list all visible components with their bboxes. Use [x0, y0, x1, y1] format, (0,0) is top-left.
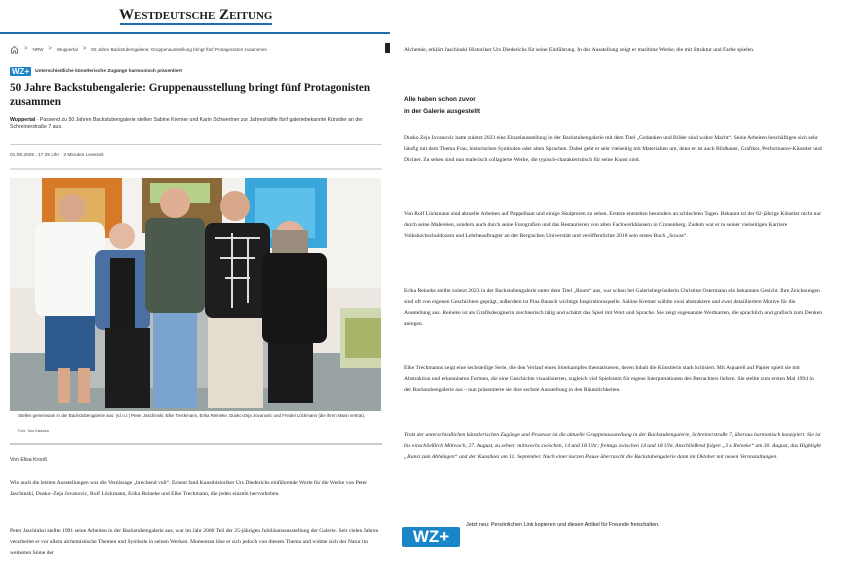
kicker-row — [10, 67, 182, 76]
article-photo[interactable] — [10, 178, 381, 411]
breadcrumb-item-wuppertal[interactable]: Wuppertal — [56, 46, 78, 52]
breadcrumb-separator: > — [82, 46, 87, 52]
article-headline: 50 Jahre Backstubengalerie: Gruppenausstellung bringt fünf Protagonisten zusammen — [10, 82, 371, 108]
share-link-promo[interactable]: Jetzt neu: Persönlichen Link kopieren und diesen Artikel für Freunde freischalten. — [466, 522, 660, 528]
breadcrumb-item-nrw[interactable]: NRW — [32, 46, 44, 52]
article-kicker: Unterschiedliche künstlerische Zugänge harmonisch präsentiert — [35, 69, 182, 74]
article-closing-italic: Trotz der unterschiedlichen künstlerischen Zugänge und Prozesse ist die aktuelle Gruppenausstellung in der Backstubengalerie, Schreinerstraße 7, überaus harmonisch konzipiert. Sie ist bis einschließlich Mittwoch, 27. August, zu sehen: mittwochs zwischen, 14 und 18 Uhr; freitags zwischen 14 und 18 Uhr. Anschließend folgen „3 x Reineke“ am 30. August, das Highlight „Kunst zum Abhängen“ und der Kunstkiez am 11. September. Nach einer kurzen Pause überrascht die Backstubengalerie dann im Oktober mit neuen Veranstaltungen. — [404, 432, 821, 460]
article-paragraph: Dusko Zeja Jovanovic hatte zuletzt 2023 eine Einzelausstellung in der Backstubengalerie mit dem Titel „Gedanken und Bilder sind wahre Macht“. Seine Arbeiten beschäftigen sich sehr häufig mit dem Thema Frau, historischen Symbolen oder alten Sprachen. Dabei geht er sehr vielseitig mit Materialien um, denn er ist auch Bildhauer, Grafiker, Performance-Künstler und Dichter. Zu sehen sind nun malerisch collagierte Werke, die typisch-charakteristisch für seine Kunst sind. — [404, 135, 822, 163]
left-column — [0, 0, 392, 567]
photo-caption: Stellen gemeinsam in der Backstubengalerie aus: (v.l.n.r.) Peter Jaschinski, Elke Treckmann, Erika Reineke, Dusko-Zeja Jovanovic und Friedel Löckmann (die ihren Mann vertrat). — [18, 413, 366, 418]
photo-credit: Foto: Tara Kalasika — [18, 429, 49, 433]
article-paragraph: Von Rolf Löckmann sind aktuelle Arbeiten auf Pappelhaut und einige Skulpturen zu sehen. Erstere entstehen besonders an schlechten Tagen. Bekannt ist der 82-jährige Künstler nicht nur durch seine Malereien, sondern auch durch seine Fotografien und das Restaurieren von alten Fachwerkhäusern in Cronenberg. Zudem war er in seiner vielseitigen Karriere Volkshochschuldozent und Lehrbeauftragter an der Bergischen Universität und veröffentlichte 2018 sein erstes Buch „Sowas“. — [404, 211, 822, 239]
breadcrumb-item-current: 50 Jahre Backstubengalerie: Gruppenausstellung bringt fünf Protagonisten zusammen — [91, 46, 267, 52]
lead-text: · Passend zu 50 Jahren Backstubengalerie stellen Sabine Kremer und Karin Schwertner zur Jahreshälfte fünf galeriebekannte Künstler an der Schreinerstraße 7 aus. — [10, 117, 363, 131]
logo-underline — [120, 23, 272, 25]
wz-plus-badge: WZ+ — [12, 67, 30, 76]
breadcrumb-separator: > — [48, 46, 52, 52]
masthead — [0, 0, 392, 36]
article-paragraph-continued: Alchemie, erklärt Jaschinski Historiker Urs Diederichs für seine Einführung. In der Ausstellung zeigt er maritime Werke, die mit Struktur und Farbe spielen. — [404, 47, 755, 53]
photo-illustration — [10, 178, 381, 411]
article-paragraph: Elke Treckmanns zeigt eine sechsteilige Serie, die den Verlauf eines Stierkampfes thematisieren, deren Inhalt die Künstlerin stark kritisiert. Mit Aquarell auf Papier spielt sie mit Abstraktion und erkennbaren Formen, die eine Geschichte visualisierten, zugleich viel Spielraum für eigene Interpretationen des Betrachters liefern. Sie stellte zum ersten Mal 1994 in der Backstubengalerie aus – nun präsentierte sie ihre sechste Ausstellung in den Räumlichkeiten. — [404, 365, 814, 393]
subheading-line-1: Alle haben schon zuvor — [404, 96, 476, 103]
breadcrumb — [10, 43, 267, 55]
divider — [10, 443, 382, 445]
divider — [10, 168, 382, 170]
scrollbar-thumb[interactable] — [385, 43, 390, 53]
right-column — [398, 0, 850, 567]
article-lead — [10, 117, 380, 132]
wz-plus-logo[interactable]: WZ+ — [402, 527, 460, 547]
article-paragraph: Erika Reineke stellte zuletzt 2023 in der Backstubengalerie unter dem Titel „Roots“ aus, war schon bei Galeriebegründerin Christine Ostermann ein bekanntes Gesicht. Ihre Zeichnungen sind oft von eigenen Geschichten geprägt, außerdem ist Pina Bausch wichtige Inspirationsquelle. Sabine Kremer wählte zwei abstraktere und zwei detailliertere Motive für die Ausstellung aus. Reineke ist als Grafikdesignerin zeichnerisch tätig und schätzt das Spiel mit Wort und Sprache. Sie zeigt sogenannte Wortkarten, die sprachlich und grafisch zum Denken anregen. — [404, 288, 823, 327]
header-rule — [0, 32, 390, 34]
site-logo[interactable]: Westdeutsche Zeitung — [119, 7, 273, 23]
article-subheading — [404, 94, 604, 118]
article-paragraph: Wie auch die letzten Ausstellungen war die Vernissage „brechend voll“. Erneut fand Kunsthistoriker Urs Diederichs einführende Worte für die Werke von Peter Jaschinski, Dusko–Zeja Jovanovic, Rolf Löckmann, Erika Reineke und Elke Treckmann, die jeden einzeln hervorhoben. — [10, 480, 368, 497]
article-author: Von Elisa Krooß — [10, 457, 48, 463]
article-paragraph: Peter Jaschinksi stellte 1991 seine Arbeiten in der Backstubengalerie aus, war im Jahr 2000 Teil der 25-jährigen Jubiläumsausstellung der Galerie. Seit vielen Jahren verarbeitet er vor allem alchemistische Themen und Symbole in seinen Werken. Momentan löse er sich jedoch von diesem Thema und widme sich der Natur im weitesten Sinne der — [10, 528, 379, 556]
breadcrumb-separator: > — [24, 46, 28, 52]
home-icon[interactable] — [10, 45, 19, 54]
lead-location: Wuppertal — [10, 117, 36, 123]
subheading-line-2: in der Galerie ausgestellt — [404, 108, 481, 115]
article-meta: 01.08.2025 , 17:35 Uhr · 2 Minuten Lesezeit — [10, 153, 104, 158]
divider — [10, 144, 382, 145]
